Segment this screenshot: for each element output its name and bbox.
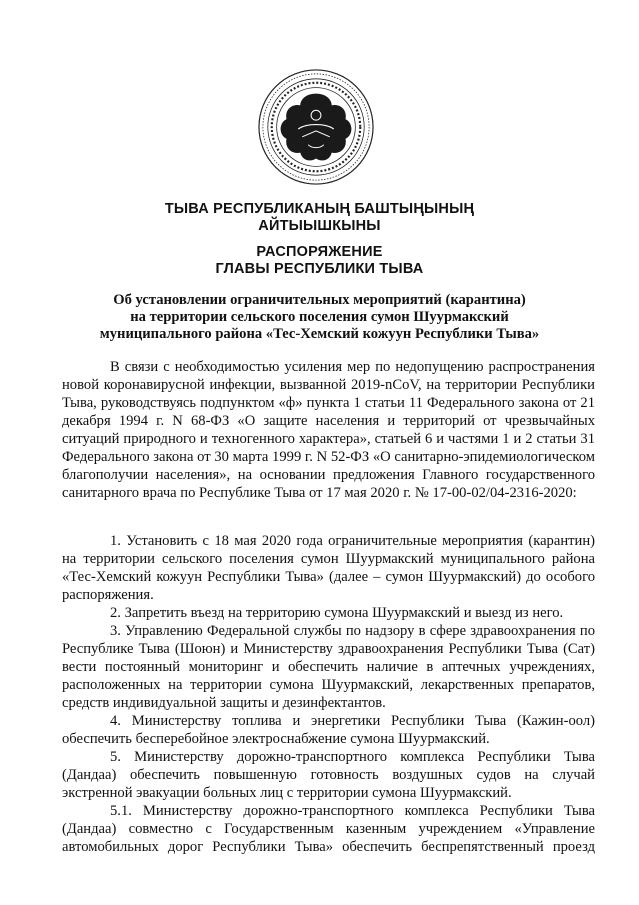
header-line-1: ТЫВА РЕСПУБЛИКАНЫҢ БАШТЫҢЫНЫҢ (164, 201, 475, 217)
preamble-block (62, 358, 595, 502)
republic-emblem-icon (257, 68, 375, 186)
item-paragraph: 1. Установить с 18 мая 2020 года ограничительные мероприятия (карантин) на территории сельского поселения сумон Шуурмакский муниципального района «Тес-Хемский кожуун Республики Тыва» (далее – сумон Шуурмакский) до особого распоряжения. (62, 533, 595, 603)
item-paragraph: 3. Управлению Федеральной службы по надзору в сфере здравоохранения по Республике Тыва (Шоюн) и Министерству здравоохранения Республики Тыва (Сат) вести постоянный мониторинг и обеспечить наличие в аптечных учреждениях, расположенных на территории сумона Шуурмакский, лекарственных препаратов, средств индивидуальной защиты и дезинфектантов. (62, 623, 595, 711)
preamble-paragraph: В связи с необходимостью усиления мер по недопущению распространения новой коронавирусной инфекции, вызванной 2019-nCoV, на территории Республики Тыва, руководствуясь подпунктом «ф» пункта 1 статьи 11 Федерального закона от 21 декабря 1994 г. N 68-ФЗ «О защите населения и территорий от чрезвычайных ситуаций природного и техногенного характера», статьей 6 и частями 1 и 2 статьи 31 Федерального закона от 30 марта 1999 г. N 52-ФЗ «О санитарно-эпидемиологическом благополучии населения», на основании предложения Главного государственного санитарного врача по Республике Тыва от 17 мая 2020 г. № 17-00-02/04-2316-2020: (62, 359, 595, 501)
item-paragraph: 5.1. Министерству дорожно-транспортного комплекса Республики Тыва (Дандаа) совместно с Государственным казенным учреждением «Управление автомобильных дорог Республики Тыва» обеспечить беспрепятственный проезд (62, 803, 595, 855)
item-paragraph: 5. Министерству дорожно-транспортного комплекса Республики Тыва (Дандаа) обеспечить повышенную готовность воздушных судов на случай экстренной эвакуации больных лиц с территории сумона Шуурмакский. (62, 749, 595, 801)
item-paragraph: 2. Запретить въезд на территорию сумона Шуурмакский и выезд из него. (110, 605, 564, 621)
header-line-3: РАСПОРЯЖЕНИЕ (256, 244, 383, 260)
document-title-line-1: Об установлении ограничительных мероприятий (карантина) (113, 292, 526, 308)
document-title-line-3: муниципального района «Тес-Хемский кожуун Республики Тыва» (99, 326, 540, 342)
items-block (62, 532, 595, 856)
header-line-2: АЙТЫЫШКЫНЫ (258, 218, 381, 234)
document-title-line-2: на территории сельского поселения сумон Шуурмакский (130, 309, 509, 325)
header-line-4: ГЛАВЫ РЕСПУБЛИКИ ТЫВА (215, 261, 424, 277)
item-paragraph: 4. Министерству топлива и энергетики Республики Тыва (Кажин-оол) обеспечить бесперебойное электроснабжение сумона Шуурмакский. (62, 713, 595, 747)
